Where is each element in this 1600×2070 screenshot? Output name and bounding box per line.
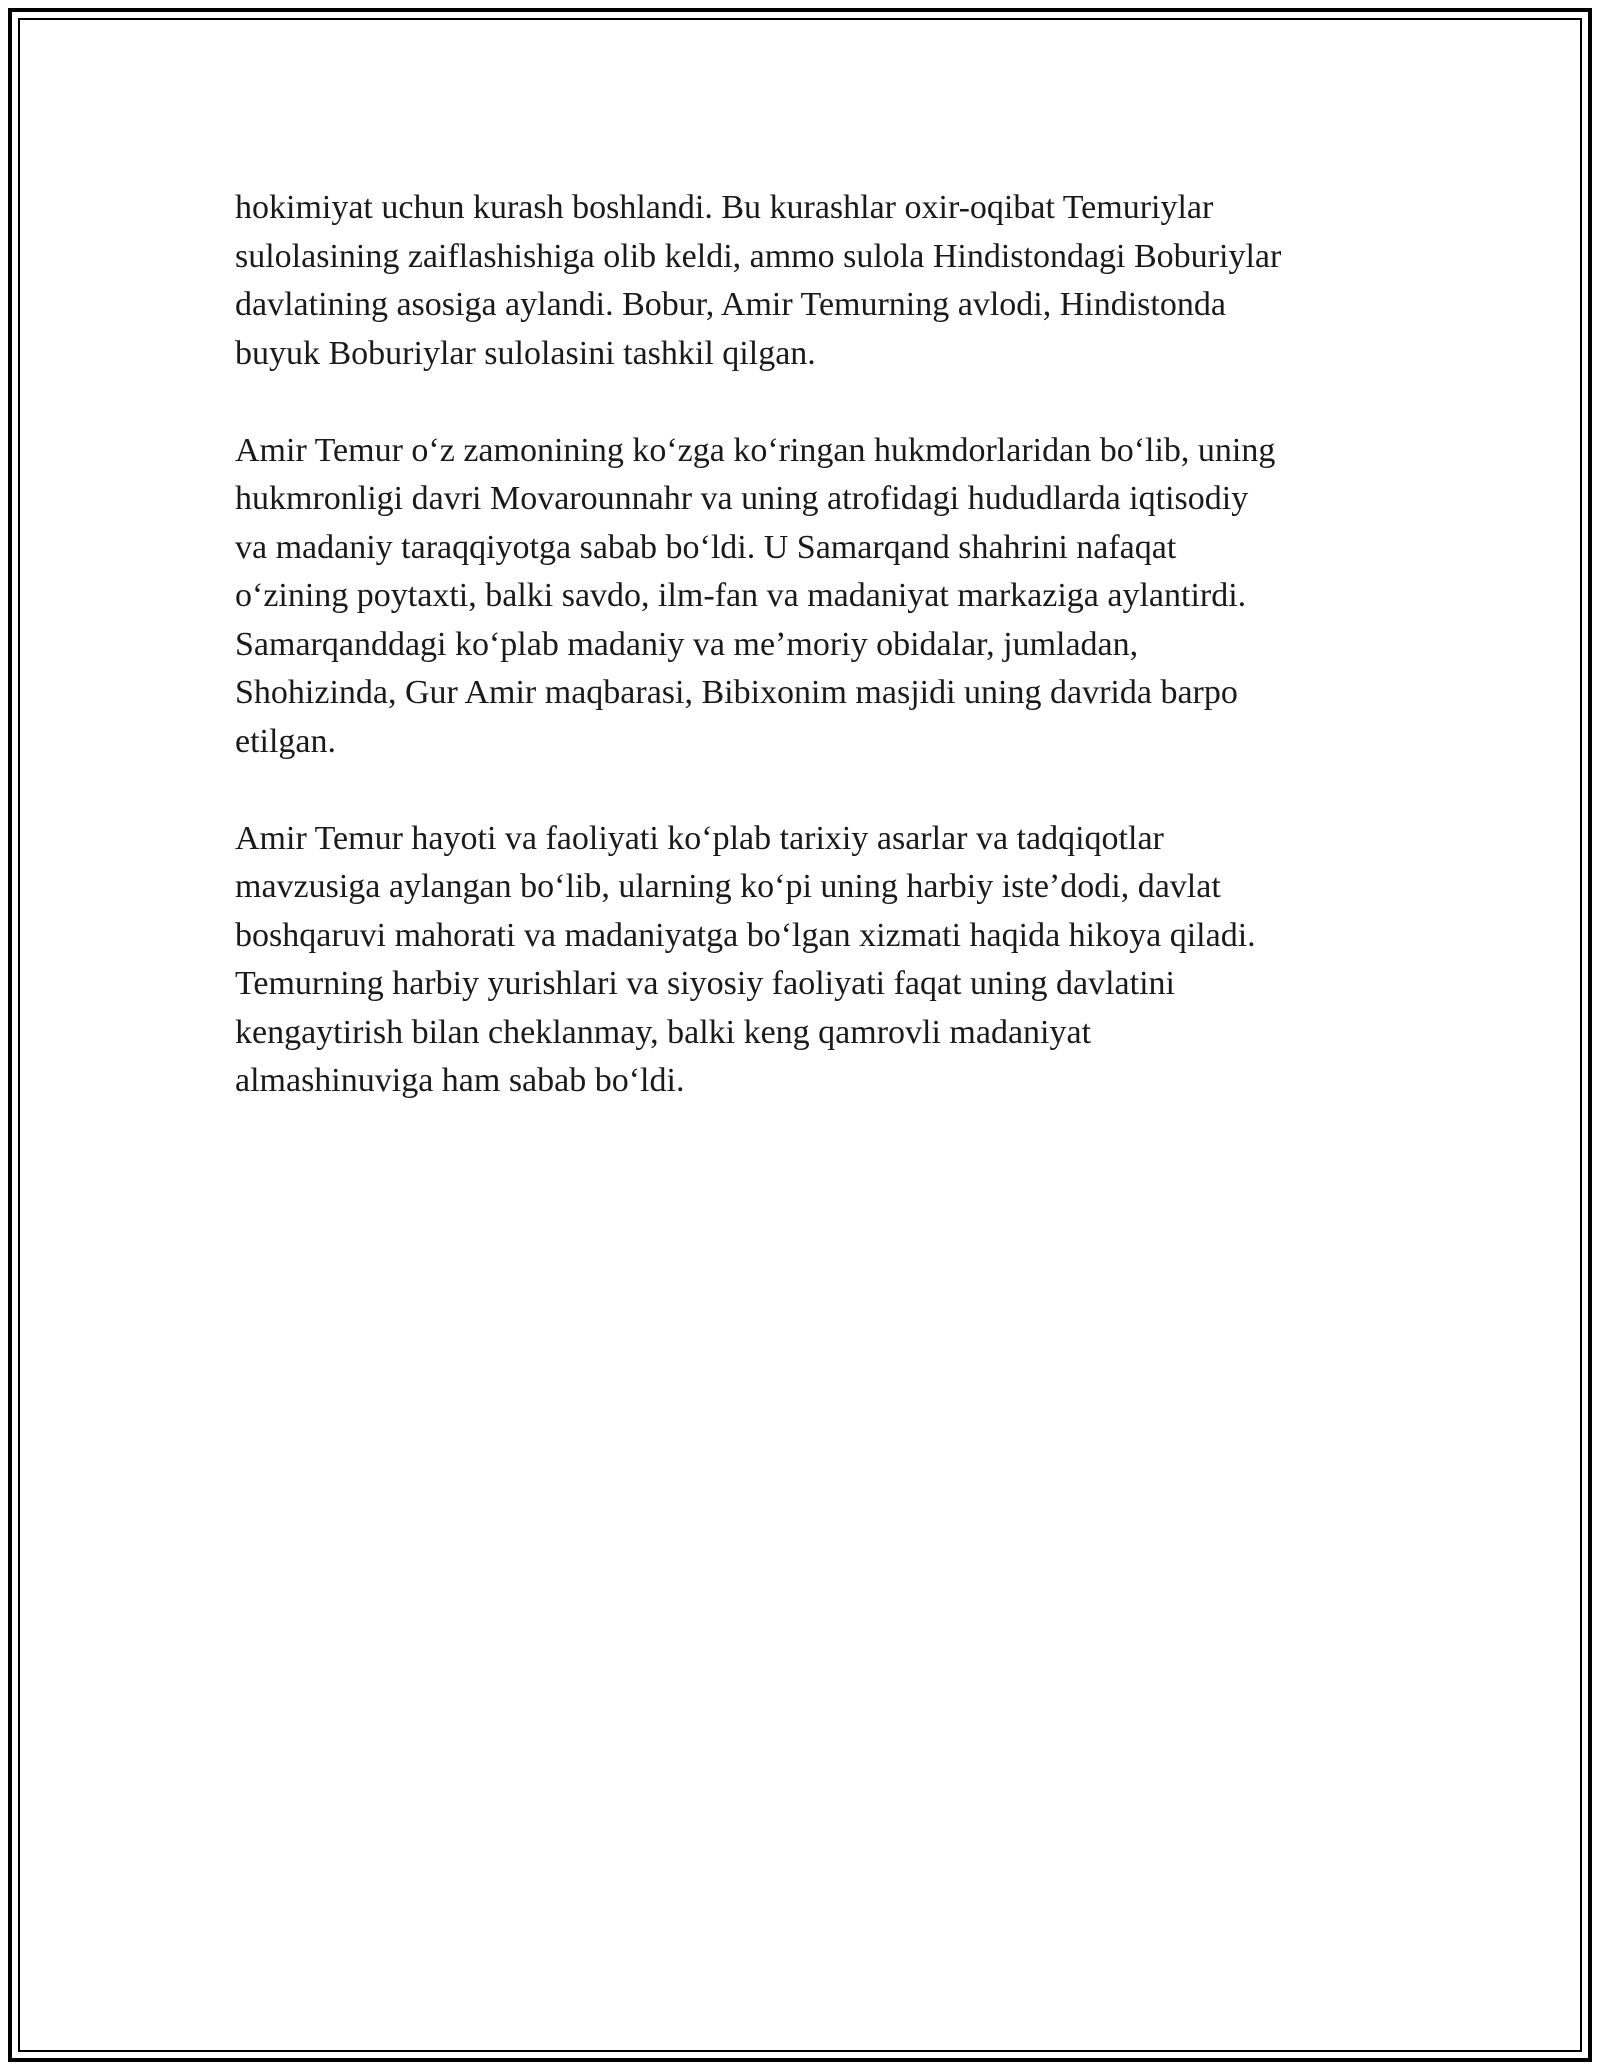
text-line: hukmronligi davri Movarounnahr va uning atrofidagi hududlarda iqtisodiy: [235, 480, 1249, 517]
text-line: etilgan.: [235, 722, 337, 760]
paragraph-1: [235, 184, 1395, 378]
document-body: [235, 184, 1395, 1154]
text-line: almashinuviga ham sabab boʻldi.: [235, 1062, 685, 1099]
text-line: boshqaruvi mahorati va madaniyatga boʻlgan xizmati haqida hikoya qiladi.: [235, 916, 1256, 954]
paragraph-2: [235, 427, 1395, 767]
text-line: sulolasining zaiflashishiga olib keldi, ammo sulola Hindistondagi Boburiylar: [235, 237, 1282, 275]
text-line: buyuk Boburiylar sulolasini tashkil qilgan.: [235, 334, 816, 372]
text-line: Temurning harbiy yurishlari va siyosiy faoliyati faqat uning davlatini: [235, 965, 1175, 1002]
text-line: Samarqanddagi koʻplab madaniy va meʼmoriy obidalar, jumladan,: [235, 625, 1139, 663]
text-line: hokimiyat uchun kurash boshlandi. Bu kurashlar oxir-oqibat Temuriylar: [235, 189, 1214, 226]
text-line: va madaniy taraqqiyotga sabab boʻldi. U Samarqand shahrini nafaqat: [235, 528, 1177, 566]
text-line: mavzusiga aylangan boʻlib, ularning koʻpi uning harbiy isteʼdodi, davlat: [235, 868, 1221, 905]
paragraph-3: [235, 815, 1395, 1106]
text-line: davlatining asosiga aylandi. Bobur, Amir Temurning avlodi, Hindistonda: [235, 286, 1226, 323]
text-line: Amir Temur hayoti va faoliyati koʻplab tarixiy asarlar va tadqiqotlar: [235, 819, 1164, 857]
text-line: oʻzining poytaxti, balki savdo, ilm-fan va madaniyat markaziga aylantirdi.: [235, 577, 1247, 614]
text-line: kengaytirish bilan cheklanmay, balki keng qamrovli madaniyat: [235, 1013, 1092, 1051]
text-line: Shohizinda, Gur Amir maqbarasi, Bibixonim masjidi uning davrida barpo: [235, 674, 1238, 711]
text-line: Amir Temur oʻz zamonining koʻzga koʻringan hukmdorlaridan boʻlib, uning: [235, 431, 1276, 469]
